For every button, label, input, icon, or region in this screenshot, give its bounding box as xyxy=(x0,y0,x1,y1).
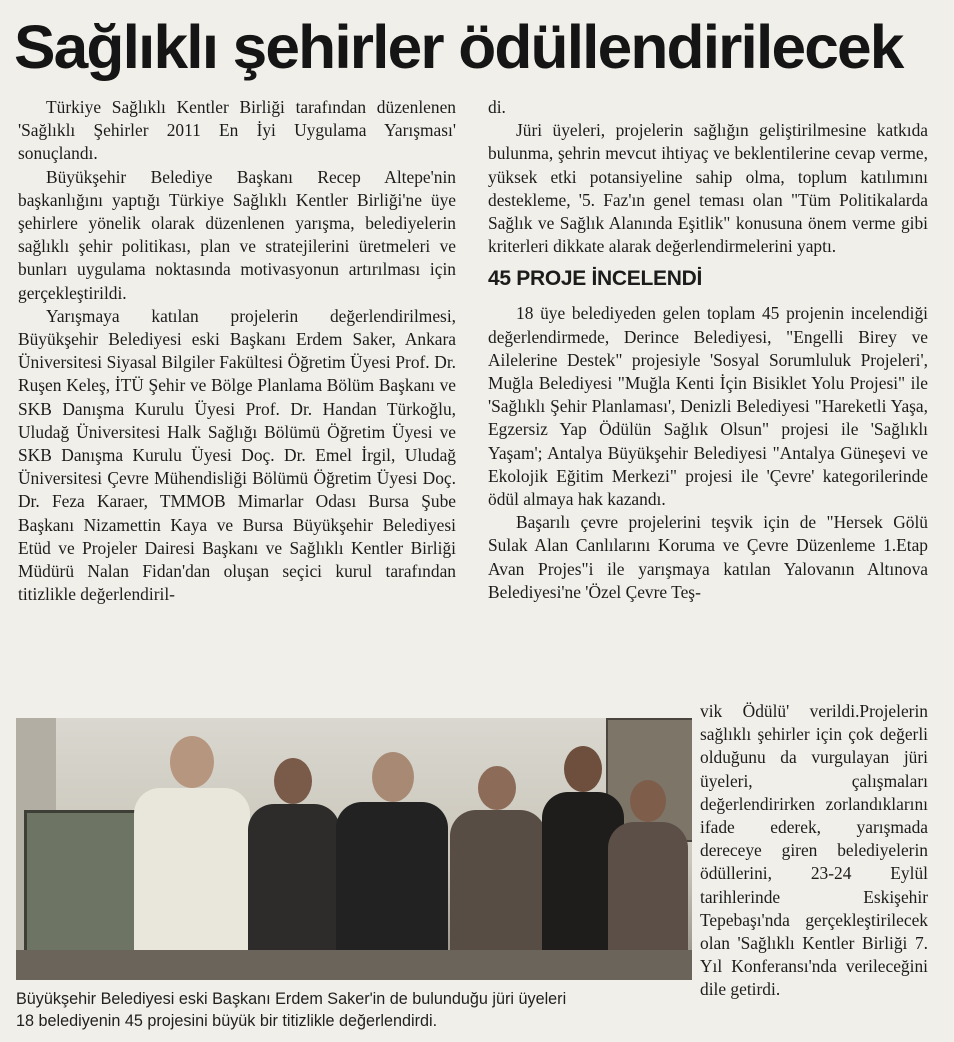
paragraph-jury-members: Yarışmaya katılan projelerin değerlendirilmesi, Büyükşehir Belediyesi eski Başkanı Erdem Saker, Ankara Üniversitesi Siyasal Bilgiler Fakültesi Öğretim Üyesi Prof. Dr. Ruşen Keleş, İTÜ Şehir ve Bölge Planlama Bölüm Başkanı ve SKB Danışma Kurulu Üyesi Prof. Dr. Handan Türkoğlu, Uludağ Üniversitesi Halk Sağlığı Bölümü Öğretim Üyesi ve SKB Danışma Kurulu Üyesi Doç. Dr. Emel İrgil, Uludağ Üniversitesi Çevre Mühendisliği Bölümü Öğretim Üyesi Doç. Dr. Feza Karaer, TMMOB Mimarlar Odası Bursa Şube Başkanı Nizamettin Kaya ve Bursa Büyükşehir Belediyesi Etüd ve Projeler Dairesi Başkanı ve Sağlıklı Kentler Birliği Müdürü Nalan Fidan'dan oluşan seçici kurul tarafından titizlikle değerlendiril- xyxy=(18,305,456,605)
article-column-right xyxy=(488,96,928,604)
paragraph-award-end: vik Ödülü' verildi.Projelerin sağlıklı şehirler için çok değerli olduğunu da vurgulayan jüri üyeleri, çalışmaları değerlendirirken zorlandıklarını ifade ederek, yarışmada dereceye giren belediyelerin ödüllerini, 23-24 Eylül tarihlerinde Eskişehir Tepebaşı'nda gerçekleştirilecek olan 'Sağlıklı Kentler Birliği 7. Yıl Konferansı'nda verileceğini dile getirdi. xyxy=(700,701,928,1000)
paragraph-projects: 18 üye belediyeden gelen toplam 45 projenin incelendiği değerlendirmede, Derince Belediyesi, "Engelli Birey ve Ailelerine Destek" projesiyle 'Sosyal Sorumluluk Projeleri', Muğla Belediyesi "Muğla Kenti İçin Bisiklet Yolu Projesi" ile 'Sağlıklı Şehir Planlaması', Denizli Belediyesi "Hareketli Yaşa, Egzersiz Yap Ödülün Sağlık Olsun" projesi ile 'Sağlıklı Yaşam'; Antalya Büyükşehir Belediyesi "Antalya Güneşevi ve Ekolojik Eğitim Merkezi" projesi ile 'Çevre' kategorilerinde ödül almaya hak kazandı. xyxy=(488,303,928,510)
photo-caption-line: Büyükşehir Belediyesi eski Başkanı Erdem Saker'in de bulunduğu jüri üyeleri xyxy=(16,990,567,1008)
paragraph-mayor: Büyükşehir Belediye Başkanı Recep Altepe'nin başkanlığını yaptığı Türkiye Sağlıklı Kentler Birliği'ne üye şehirlere yönelik olarak düzenlenen yarışma, belediyelerin sağlıklı şehir politikası, plan ve stratejilerini üretmeleri ve bunları uygulama noktasında motivasyonun artırılması için gerçekleştirildi. xyxy=(18,166,456,303)
paragraph-intro: Türkiye Sağlıklı Kentler Birliği tarafından düzenlenen 'Sağlıklı Şehirler 2011 En İyi Uygulama Yarışması' sonuçlandı. xyxy=(18,97,456,164)
paragraph-jury-criteria: Jüri üyeleri, projelerin sağlığın geliştirilmesine katkıda bulunma, şehrin mevcut ihtiyaç ve beklentilerine cevap verme, yüksek etki potansiyeline sahip olma, toplum katılımını destekleme, '5. Faz'ın genel teması olan "Tüm Politikalarda Sağlık ve Sağlık Alanında Eşitlik" konusuna önem verme gibi kriterleri dikkate alarak değerlendirmelerini yaptı. xyxy=(488,120,928,257)
jury-photo xyxy=(16,718,692,980)
article-column-left xyxy=(18,96,456,606)
photo-caption xyxy=(16,988,706,1032)
paragraph-continuation: di. xyxy=(488,97,506,117)
subheading: 45 PROJE İNCELENDİ xyxy=(488,267,702,291)
headline: Sağlıklı şehirler ödüllendirilecek xyxy=(14,13,903,81)
article-column-right-narrow xyxy=(700,700,928,1002)
photo-table xyxy=(16,950,692,980)
photo-caption-line: 18 belediyenin 45 projesini büyük bir titizlikle değerlendirdi. xyxy=(16,1012,438,1030)
paragraph-award-start: Başarılı çevre projelerini teşvik için de "Hersek Gölü Sulak Alan Canlılarını Koruma ve Çevre Düzenleme 1.Etap Avan Projes"i ile yarışmaya katılan Yalovanın Altınova Belediyesi'ne 'Özel Çevre Teş- xyxy=(488,512,928,602)
